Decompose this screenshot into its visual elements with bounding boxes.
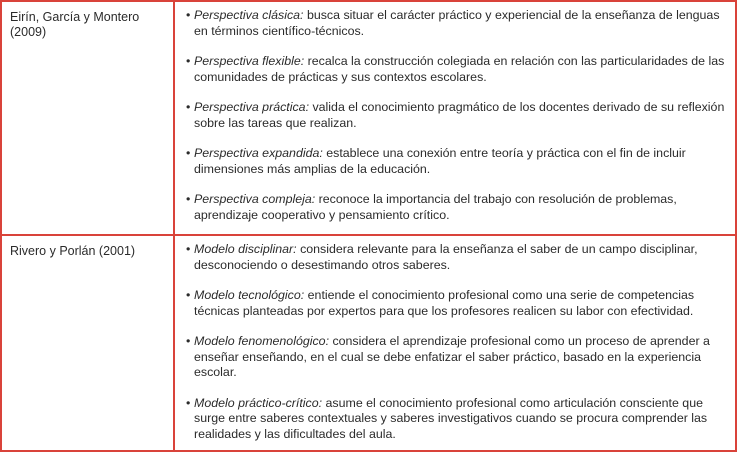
- bullet-icon: •: [186, 288, 191, 302]
- item-term: Modelo disciplinar:: [194, 242, 297, 256]
- item-text: establece una conexión entre teoría y práctica con el fin de incluir dimensiones más amplias de la educación.: [194, 146, 686, 176]
- table-row: [0, 234, 737, 452]
- bullet-icon: •: [186, 334, 191, 348]
- description-cell: [177, 236, 735, 450]
- item-text: reconoce la importancia del trabajo con resolución de problemas, aprendizaje cooperativo y pensamiento crítico.: [194, 192, 677, 222]
- author-cell: Eirín, García y Montero (2009): [2, 2, 175, 236]
- list-item: [186, 100, 725, 131]
- item-text: considera relevante para la enseñanza el saber de un campo disciplinar, desconociendo o desestimando otros saberes.: [194, 242, 698, 272]
- item-text: entiende el conocimiento profesional como una serie de competencias técnicas planteadas por expertos para que los profesores realicen su labor con efectividad.: [194, 288, 695, 318]
- list-item: [186, 54, 725, 85]
- bullet-icon: •: [186, 146, 191, 160]
- item-text: valida el conocimiento pragmático de los docentes derivado de su reflexión sobre las tareas que realizan.: [194, 100, 725, 130]
- item-text: recalca la construcción colegiada en relación con las particularidades de las comunidades de prácticas y sus contextos escolares.: [194, 54, 725, 84]
- description-cell: [177, 2, 735, 236]
- item-term: Perspectiva compleja:: [194, 192, 316, 206]
- item-term: Perspectiva expandida:: [194, 146, 323, 160]
- list-item: [186, 8, 725, 39]
- item-term: Perspectiva práctica:: [194, 100, 310, 114]
- item-term: Perspectiva flexible:: [194, 54, 305, 68]
- bullet-icon: •: [186, 395, 191, 410]
- list-item: [186, 192, 725, 223]
- item-term: Modelo fenomenológico:: [194, 334, 330, 348]
- item-term: Modelo práctico-crítico:: [194, 395, 323, 410]
- item-term: Perspectiva clásica:: [194, 8, 304, 22]
- bullet-icon: •: [186, 8, 191, 22]
- list-item: [186, 146, 725, 177]
- list-item: [186, 334, 725, 381]
- list-item: [186, 242, 725, 273]
- item-text: considera el aprendizaje profesional como un proceso de aprender a enseñar enseñando, en el cual se debe enfatizar el saber práctico, basado en la experiencia escolar.: [194, 334, 710, 379]
- item-term: Modelo tecnológico:: [194, 288, 305, 302]
- bullet-icon: •: [186, 100, 191, 114]
- bullet-icon: •: [186, 54, 191, 68]
- bullet-icon: •: [186, 192, 191, 206]
- bullet-icon: •: [186, 242, 191, 256]
- item-text: busca situar el carácter práctico y experiencial de la enseñanza de lenguas en términos científico-técnicos.: [194, 8, 720, 38]
- item-text: asume el conocimiento profesional como articulación consciente que surge entre saberes contextuales y saberes investigativos cuando se procura comprender las realidades y las dificultades del aula.: [194, 395, 708, 441]
- list-item: [186, 288, 725, 319]
- author-cell: Rivero y Porlán (2001): [2, 236, 175, 450]
- list-item: [186, 396, 725, 443]
